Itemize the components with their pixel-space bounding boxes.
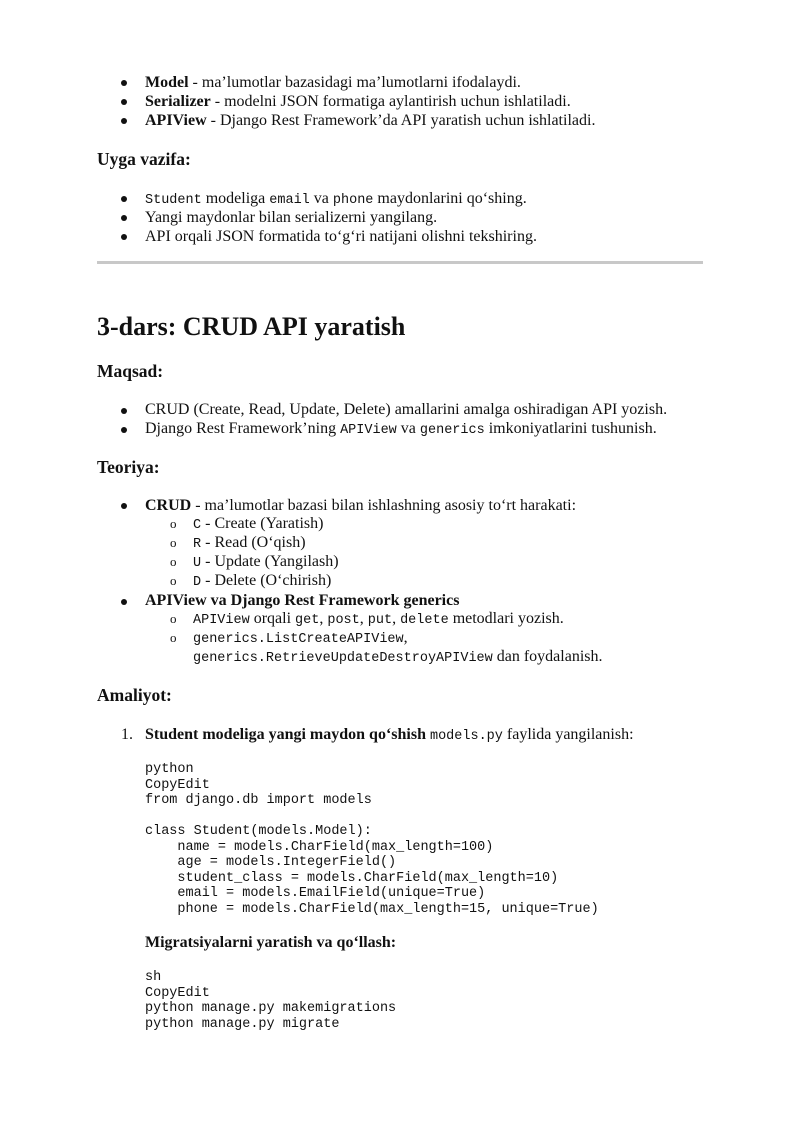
list-item bbox=[145, 496, 576, 515]
inline-code: put bbox=[367, 613, 393, 628]
inline-code: C bbox=[193, 518, 202, 533]
sub-list-item bbox=[193, 609, 564, 630]
sub-list-item bbox=[193, 533, 306, 554]
inline-code: models.py bbox=[429, 729, 503, 744]
theory-heading: Teoriya: bbox=[97, 457, 160, 477]
step-title: Migratsiyalarni yaratish va qo‘llash: bbox=[145, 934, 397, 951]
sub-bullet: o bbox=[170, 535, 177, 550]
bullet bbox=[121, 80, 127, 86]
step-number: 1. bbox=[121, 726, 133, 743]
sub-bullet: o bbox=[170, 516, 177, 531]
inline-code: phone bbox=[332, 193, 374, 208]
list-item bbox=[145, 591, 459, 610]
inline-code: R bbox=[193, 537, 202, 552]
text: Django Rest Framework’ning bbox=[145, 420, 341, 437]
text: va bbox=[309, 190, 333, 207]
inline-code: delete bbox=[400, 613, 449, 628]
sub-bullet: o bbox=[170, 630, 177, 645]
text: - ma’lumotlar bazasi bilan ishlashning asosiy to‘rt harakati: bbox=[191, 497, 577, 514]
sub-list-item bbox=[193, 571, 331, 592]
sub-list-item bbox=[193, 628, 408, 649]
list-item-text: - modelni JSON formatiga aylantirish uchun ishlatiladi. bbox=[210, 93, 571, 110]
inline-code: APIView bbox=[340, 423, 397, 438]
horizontal-rule bbox=[97, 261, 703, 264]
list-item: CRUD (Create, Read, Update, Delete) amallarini amalga oshiradigan API yozish. bbox=[145, 401, 668, 418]
text: - Create (Yaratish) bbox=[201, 515, 324, 532]
sub-list-item bbox=[193, 514, 323, 535]
sub-list-item bbox=[193, 552, 339, 573]
inline-code: generics.RetrieveUpdateDestroyAPIView bbox=[193, 651, 493, 666]
list-item: Yangi maydonlar bilan serializerni yangilang. bbox=[145, 209, 438, 226]
bullet bbox=[121, 196, 127, 202]
list-item bbox=[145, 419, 657, 440]
inline-code: get bbox=[295, 613, 320, 628]
inline-code: email bbox=[269, 193, 310, 208]
text: imkoniyatlarini tushunish. bbox=[484, 420, 657, 437]
homework-heading: Uyga vazifa: bbox=[97, 149, 191, 169]
inline-code: post bbox=[327, 613, 360, 628]
sub-bullet: o bbox=[170, 611, 177, 626]
inline-code: APIView bbox=[193, 613, 250, 628]
text: dan foydalanish. bbox=[492, 648, 603, 665]
inline-code: generics.ListCreateAPIView bbox=[193, 632, 404, 647]
term: CRUD bbox=[145, 497, 192, 514]
term: APIView va Django Rest Framework generics bbox=[145, 592, 460, 609]
step-text bbox=[145, 725, 634, 746]
step-title: Student modeliga yangi maydon qo‘shish bbox=[145, 726, 426, 743]
term: Serializer bbox=[145, 93, 211, 110]
goal-heading: Maqsad: bbox=[97, 361, 164, 381]
code-block-models: python CopyEdit from django.db import models class Student(models.Model): name = models.CharField(max_length=100) age = models.IntegerField() student_class = models.CharField(max_length=10) email = models.EmailField(unique=True) phone = models.CharField(max_length=15, unique=True) bbox=[145, 762, 599, 917]
bullet bbox=[121, 503, 127, 509]
list-item bbox=[145, 189, 527, 210]
text: - Update (Yangilash) bbox=[201, 553, 339, 570]
list-item bbox=[145, 73, 521, 92]
text: , bbox=[403, 629, 408, 646]
list-item-text: - ma’lumotlar bazasidagi ma’lumotlarni ifodalaydi. bbox=[188, 74, 521, 91]
text: , bbox=[392, 610, 401, 627]
bullet bbox=[121, 408, 127, 414]
bullet bbox=[121, 99, 127, 105]
inline-code: U bbox=[193, 556, 202, 571]
term: Model bbox=[145, 74, 189, 91]
migration-heading bbox=[145, 933, 396, 952]
list-item bbox=[145, 111, 595, 130]
text: metodlari yozish. bbox=[448, 610, 564, 627]
list-item-text: - Django Rest Framework’da API yaratish uchun ishlatiladi. bbox=[206, 112, 596, 129]
text: faylida yangilanish: bbox=[502, 726, 634, 743]
text: - Read (O‘qish) bbox=[201, 534, 306, 551]
text: modeliga bbox=[201, 190, 270, 207]
text: orqali bbox=[249, 610, 296, 627]
sub-bullet: o bbox=[170, 554, 177, 569]
sub-bullet: o bbox=[170, 573, 177, 588]
bullet bbox=[121, 215, 127, 221]
practice-heading: Amaliyot: bbox=[97, 685, 172, 705]
bullet bbox=[121, 234, 127, 240]
bullet bbox=[121, 118, 127, 124]
lesson-title: 3-dars: CRUD API yaratish bbox=[97, 312, 406, 341]
bullet bbox=[121, 599, 127, 605]
bullet bbox=[121, 427, 127, 433]
inline-code: D bbox=[193, 575, 202, 590]
code-block-shell: sh CopyEdit python manage.py makemigrations python manage.py migrate bbox=[145, 970, 397, 1032]
inline-code: Student bbox=[145, 193, 202, 208]
list-item: API orqali JSON formatida to‘g‘ri natijani olishni tekshiring. bbox=[145, 228, 537, 245]
text: maydonlarini qo‘shing. bbox=[373, 190, 527, 207]
sub-list-item-continuation bbox=[193, 647, 603, 668]
text: , bbox=[319, 610, 328, 627]
text: , bbox=[359, 610, 368, 627]
text: - Delete (O‘chirish) bbox=[201, 572, 332, 589]
inline-code: generics bbox=[419, 423, 485, 438]
text: va bbox=[396, 420, 420, 437]
list-item bbox=[145, 92, 571, 111]
term: APIView bbox=[145, 112, 207, 129]
